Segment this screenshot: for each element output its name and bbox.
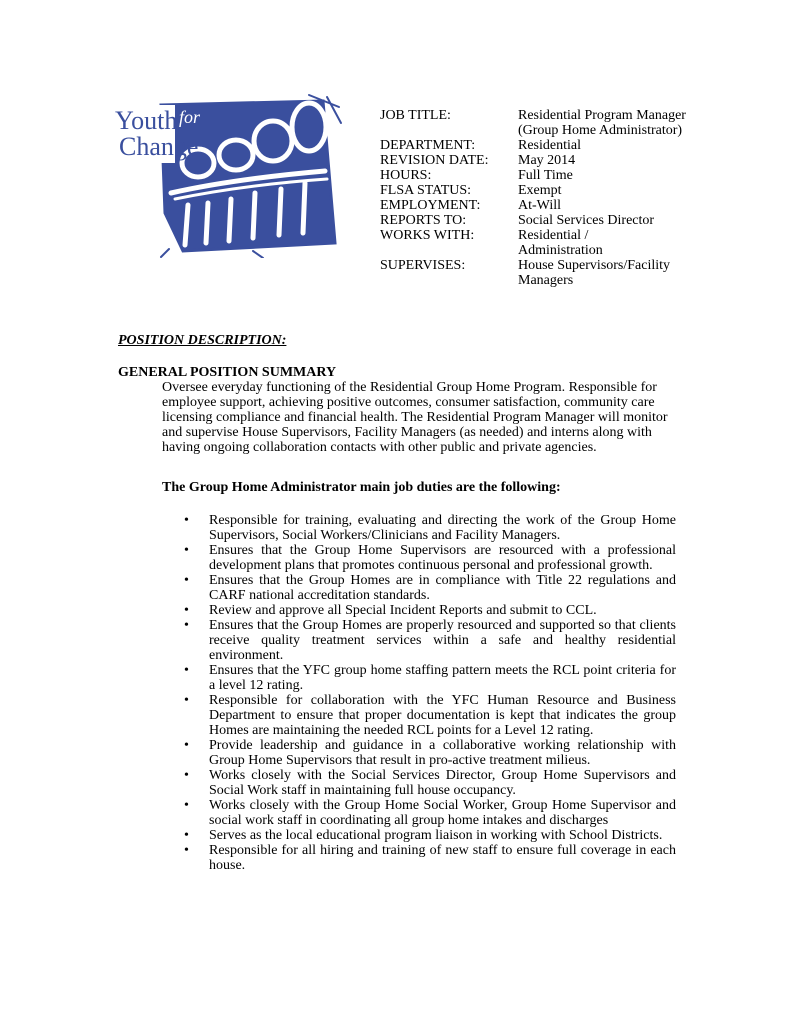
job-info-value	[518, 228, 698, 258]
job-info-row	[380, 138, 700, 153]
duty-item: • Serves as the local educational program liaison in working with School Districts.	[184, 828, 676, 843]
duty-item: • Ensures that the YFC group home staffing pattern meets the RCL point criteria for a level 12 rating.	[184, 663, 676, 693]
job-info-row	[380, 213, 700, 228]
duty-item: • Ensures that the Group Homes are properly resourced and supported so that clients receive quality treatment services within a safe and healthy residential environment.	[184, 618, 676, 663]
youth-for-change-logo	[113, 93, 343, 258]
logo-word-youth: Youth	[115, 106, 178, 135]
job-info-label: DEPARTMENT:	[380, 138, 476, 153]
general-summary-heading: GENERAL POSITION SUMMARY	[118, 365, 337, 380]
job-info-row	[380, 153, 700, 168]
job-info-row	[380, 168, 700, 183]
job-info-row	[380, 198, 700, 213]
job-info-value-line: May 2014	[518, 153, 576, 168]
position-description-heading: POSITION DESCRIPTION:	[118, 333, 287, 348]
job-info-label: REPORTS TO:	[380, 213, 467, 228]
job-info-row	[380, 108, 700, 138]
duty-item: • Works closely with the Social Services Director, Group Home Supervisors and Social Work staff in maintaining full house occupancy.	[184, 768, 676, 798]
job-info-row	[380, 183, 700, 198]
general-summary-text: Oversee everyday functioning of the Residential Group Home Program. Responsible for employee support, achieving positive outcomes, consumer satisfaction, community care licensing compliance and financial health. The Residential Program Manager will monitor and supervise House Supervisors, Facility Managers (as needed) and interns along with having ongoing collaboration contacts with other public and private agencies.	[162, 380, 668, 455]
job-info-label: WORKS WITH:	[380, 228, 475, 243]
job-info-row	[380, 258, 700, 288]
job-info-value-line: Managers	[518, 273, 574, 288]
job-info-label: SUPERVISES:	[380, 258, 466, 273]
duty-item: • Works closely with the Group Home Social Worker, Group Home Supervisor and social work staff in coordinating all group home intakes and discharges	[184, 798, 676, 828]
job-info-label: FLSA STATUS:	[380, 183, 472, 198]
job-info-value-line: At-Will	[518, 198, 561, 213]
job-info-value	[518, 108, 698, 138]
job-info-value	[518, 168, 698, 183]
job-info-value-line: House Supervisors/Facility	[518, 258, 671, 273]
job-info-value-line: Administration	[518, 243, 603, 258]
job-info-table	[380, 108, 700, 288]
duty-item: • Responsible for collaboration with the YFC Human Resource and Business Department to ensure that proper documentation is kept that indicates the group Homes are maintaining the needed RCL points for a Level 12 rating.	[184, 693, 676, 738]
job-info-value	[518, 213, 698, 228]
job-info-value	[518, 138, 698, 153]
duty-item: • Review and approve all Special Incident Reports and submit to CCL.	[184, 603, 676, 618]
job-info-label: REVISION DATE:	[380, 153, 489, 168]
job-info-value	[518, 258, 698, 288]
job-info-label: EMPLOYMENT:	[380, 198, 481, 213]
duty-item: • Responsible for training, evaluating and directing the work of the Group Home Supervisors, Social Workers/Clinicians and Facility Managers.	[184, 513, 676, 543]
job-info-value	[518, 198, 698, 213]
job-info-value-line: Exempt	[518, 183, 562, 198]
duty-item: • Ensures that the Group Homes are in compliance with Title 22 regulations and CARF national accreditation standards.	[184, 573, 676, 603]
job-info-value-line: Full Time	[518, 168, 573, 183]
job-info-value-line: Residential	[518, 138, 581, 153]
duties-list	[184, 513, 676, 873]
job-info-value-line: Residential /	[518, 228, 589, 243]
job-info-value-line: Social Services Director	[518, 213, 655, 228]
job-info-label: JOB TITLE:	[380, 108, 451, 123]
logo-word-for: for	[179, 107, 201, 127]
job-info-value-line: (Group Home Administrator)	[518, 123, 683, 138]
job-info-value	[518, 153, 698, 168]
duty-item: • Provide leadership and guidance in a collaborative working relationship with Group Home Supervisors that result in pro-active treatment milieus.	[184, 738, 676, 768]
logo-graphic	[113, 93, 343, 258]
job-info-row	[380, 228, 700, 258]
duty-item: • Ensures that the Group Home Supervisors are resourced with a professional development plans that promotes continuous personal and professional growth.	[184, 543, 676, 573]
job-info-label: HOURS:	[380, 168, 432, 183]
logo-word-change: Change	[119, 132, 199, 161]
duty-item: • Responsible for all hiring and training of new staff to ensure full coverage in each house.	[184, 843, 676, 873]
job-info-value-line: Residential Program Manager	[518, 108, 686, 123]
duties-heading: The Group Home Administrator main job duties are the following:	[162, 480, 561, 495]
job-info-value	[518, 183, 698, 198]
